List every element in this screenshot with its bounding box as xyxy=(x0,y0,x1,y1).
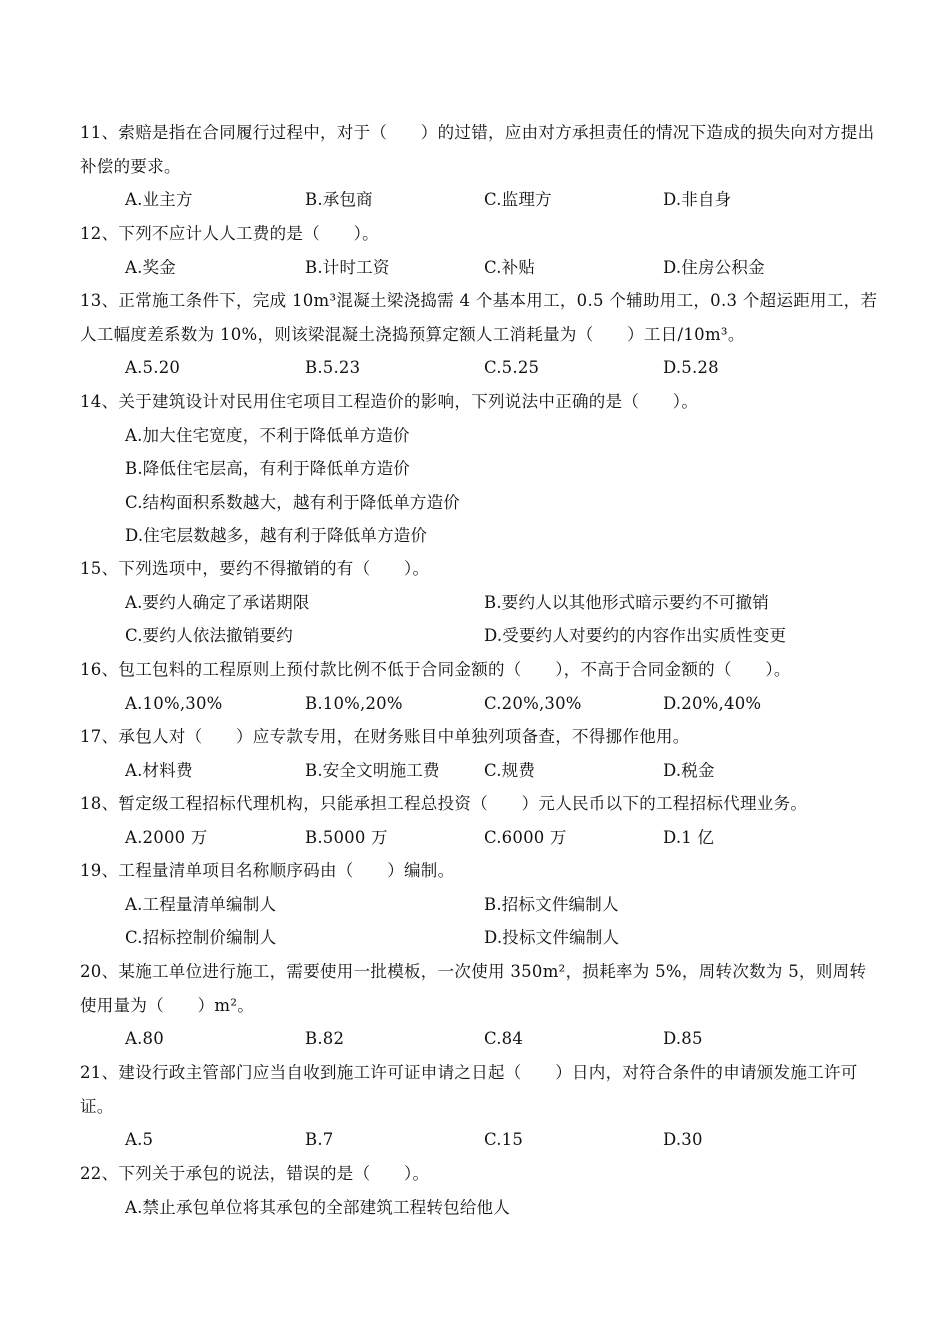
option-line xyxy=(80,486,880,520)
option-d: D.住房公积金 xyxy=(663,257,765,277)
option-a: A.加大住宅宽度，不利于降低单方造价 xyxy=(125,425,410,445)
option-c: C.6000 万 xyxy=(484,827,567,847)
question-stem: 15、下列选项中，要约不得撤销的有（ ）。 xyxy=(80,559,430,578)
option-c: C.要约人依法撤销要约 xyxy=(125,626,293,645)
option-d: D.非自身 xyxy=(663,190,732,209)
option-a: A.80 xyxy=(125,1029,164,1048)
option-b: B.承包商 xyxy=(305,190,373,209)
options-row xyxy=(80,619,880,653)
options-row xyxy=(80,1123,880,1157)
option-d: D.税金 xyxy=(663,760,715,780)
option-b: B.10%,20% xyxy=(305,693,403,713)
question-19 xyxy=(80,854,880,955)
options-row xyxy=(80,687,880,721)
options-row xyxy=(80,821,880,855)
question-stem: 13、正常施工条件下，完成 10m³混凝土梁浇捣需 4 个基本用工，0.5 个辅助用工，0.3 个超运距用工，若人工幅度差系数为 10%，则该梁混凝土浇捣预算定额人工消耗量为（ ）工日/10m³。 xyxy=(80,291,878,344)
option-a: A.材料费 xyxy=(125,760,193,780)
options-row xyxy=(80,888,880,922)
option-c: C.15 xyxy=(484,1130,524,1149)
options-row xyxy=(80,1022,880,1056)
question-13 xyxy=(80,284,880,385)
option-b: B.5.23 xyxy=(305,358,361,377)
option-d: D.85 xyxy=(663,1029,703,1048)
option-a: A.要约人确定了承诺期限 xyxy=(125,592,310,612)
option-b: B.要约人以其他形式暗示要约不可撤销 xyxy=(484,592,769,612)
option-c: C.结构面积系数越大，越有利于降低单方造价 xyxy=(125,492,460,512)
option-b: B.降低住宅层高，有利于降低单方造价 xyxy=(125,459,410,478)
question-18 xyxy=(80,787,880,854)
question-17 xyxy=(80,720,880,787)
option-b: B.招标文件编制人 xyxy=(484,894,619,914)
options-row xyxy=(80,251,880,285)
option-line xyxy=(80,419,880,453)
option-c: C.招标控制价编制人 xyxy=(125,928,277,947)
option-a: A.5.20 xyxy=(125,358,181,377)
option-d: D.受要约人对要约的内容作出实质性变更 xyxy=(484,626,787,645)
option-d: D.住宅层数越多，越有利于降低单方造价 xyxy=(125,526,428,545)
question-stem: 19、工程量清单项目名称顺序码由（ ）编制。 xyxy=(80,861,455,880)
option-d: D.30 xyxy=(663,1130,703,1149)
option-c: C.20%,30% xyxy=(484,693,582,713)
question-22 xyxy=(80,1157,880,1224)
question-stem: 22、下列关于承包的说法，错误的是（ ）。 xyxy=(80,1164,430,1183)
option-b: B.82 xyxy=(305,1029,345,1048)
option-b: B.7 xyxy=(305,1130,334,1149)
option-a: A.禁止承包单位将其承包的全部建筑工程转包给他人 xyxy=(125,1197,510,1217)
question-stem: 11、索赔是指在合同履行过程中，对于（ ）的过错，应由对方承担责任的情况下造成的损失向对方提出补偿的要求。 xyxy=(80,123,875,176)
question-stem: 17、承包人对（ ）应专款专用，在财务账目中单独列项备查，不得挪作他用。 xyxy=(80,727,690,746)
question-stem: 20、某施工单位进行施工，需要使用一批模板，一次使用 350m²，损耗率为 5%，周转次数为 5，则周转使用量为（ ）m²。 xyxy=(80,962,867,1015)
option-c: C.补贴 xyxy=(484,257,536,277)
option-line xyxy=(80,452,880,486)
question-11 xyxy=(80,116,880,217)
options-row xyxy=(80,754,880,788)
question-14 xyxy=(80,385,880,553)
question-stem: 18、暂定级工程招标代理机构，只能承担工程总投资（ ）元人民币以下的工程招标代理业务。 xyxy=(80,794,808,813)
options-row xyxy=(80,351,880,385)
option-line xyxy=(80,1191,880,1225)
question-16 xyxy=(80,653,880,720)
option-line xyxy=(80,519,880,553)
question-stem: 21、建设行政主管部门应当自收到施工许可证申请之日起（ ）日内，对符合条件的申请颁发施工许可证。 xyxy=(80,1063,858,1116)
question-stem: 12、下列不应计人人工费的是（ ）。 xyxy=(80,224,379,243)
option-c: C.监理方 xyxy=(484,190,552,209)
question-stem: 16、包工包料的工程原则上预付款比例不低于合同金额的（ ），不高于合同金额的（ ）。 xyxy=(80,660,791,679)
option-a: A.5 xyxy=(125,1130,154,1149)
option-a: A.工程量清单编制人 xyxy=(125,894,277,914)
options-row xyxy=(80,586,880,620)
option-a: A.业主方 xyxy=(125,190,193,209)
option-c: C.5.25 xyxy=(484,358,540,377)
option-c: C.84 xyxy=(484,1029,524,1048)
question-stem: 14、关于建筑设计对民用住宅项目工程造价的影响，下列说法中正确的是（ ）。 xyxy=(80,392,699,411)
option-a: A.2000 万 xyxy=(125,827,208,847)
question-21 xyxy=(80,1056,880,1157)
option-d: D.20%,40% xyxy=(663,693,762,713)
option-b: B.5000 万 xyxy=(305,827,388,847)
option-d: D.投标文件编制人 xyxy=(484,928,620,947)
option-a: A.10%,30% xyxy=(125,693,223,713)
question-12 xyxy=(80,217,880,284)
options-row xyxy=(80,183,880,217)
question-15 xyxy=(80,552,880,653)
option-a: A.奖金 xyxy=(125,257,176,277)
question-20 xyxy=(80,955,880,1056)
option-b: B.安全文明施工费 xyxy=(305,760,440,780)
option-b: B.计时工资 xyxy=(305,257,390,277)
option-d: D.5.28 xyxy=(663,358,719,377)
options-row xyxy=(80,921,880,955)
option-d: D.1 亿 xyxy=(663,827,715,847)
option-c: C.规费 xyxy=(484,760,536,780)
